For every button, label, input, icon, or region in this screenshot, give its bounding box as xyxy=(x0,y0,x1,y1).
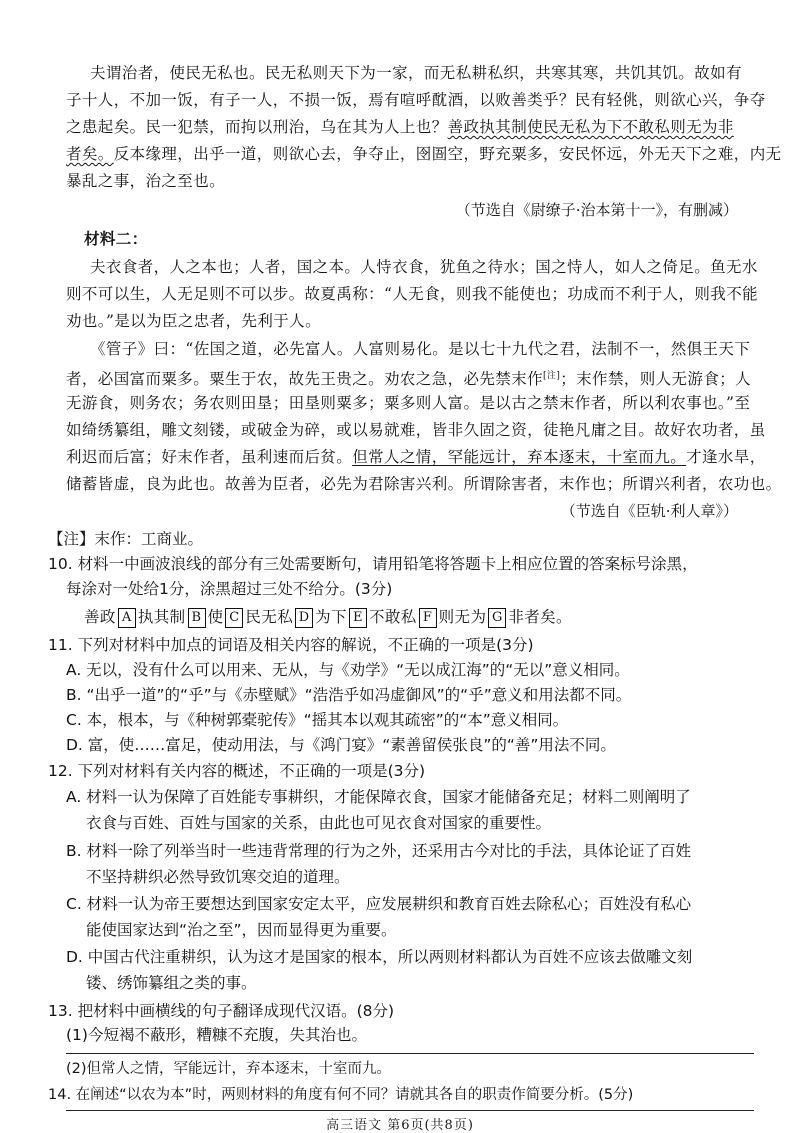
material2-p1-line3: 劝也。”是以为臣之忠者，先利于人。 xyxy=(66,312,321,330)
material2-source: （节选自《臣轨·利人章》） xyxy=(560,502,738,520)
q12-option-b-line2: 不坚持耕织必然导致饥寒交迫的道理。 xyxy=(86,868,350,886)
q12-option-a-line1: A. 材料一认为保障了百姓能专事耕织，才能保障衣食，国家才能储备充足；材料二则阐明了 xyxy=(66,788,691,806)
material2-p2-line2: 者，必国富而粟多。粟生于农，故先王贵之。劝农之急，必先禁末作[注]；末作禁，则人无游食；人 xyxy=(66,370,752,389)
q12-stem: 12. 下列对材料有关内容的概述，不正确的一项是(3分) xyxy=(48,762,426,780)
material2-p2-line3: 无游食，则务农；务农则田垦；田垦则粟多；粟多则人富。是以古之禁末作者，所以利农事也。”至 xyxy=(66,394,751,412)
material1-line2: 子十人，不加一饭，有子一人，不损一饭，焉有喧呼酖酒，以败善类乎？民有轻佻，则欲心兴，争夺 xyxy=(66,91,766,109)
material1-line5: 暴乱之事，治之至也。 xyxy=(66,172,226,190)
material1-source: （节选自《尉缭子·治本第十一》，有删减） xyxy=(455,201,738,219)
material2-heading: 材料二： xyxy=(84,229,148,248)
material2-p2-line5: 利迟而后富；好末作者，虽利速而后贫。但常人之情，罕能远计，弃本逐末，十室而九。才逢水旱， xyxy=(66,448,766,466)
marker-g[interactable]: G xyxy=(488,608,506,628)
material2-p2-line4: 如绮绣纂组，雕文刻镂，或破金为碎，或以易就难，皆非久固之资，徒艳凡庸之目。故好农功者，虽 xyxy=(66,421,766,439)
q10-stem-line1: 10. 材料一中画波浪线的部分有三处需要断句，请用铅笔将答题卡上相应位置的答案标号涂黑， xyxy=(48,555,698,573)
material1-line3: 之患起矣。民一犯禁，而拘以刑治，乌在其为人上也？善政执其制使民无私为下不敢私则无为非 xyxy=(66,118,734,136)
answer-line[interactable] xyxy=(66,1053,754,1054)
marker-f[interactable]: F xyxy=(419,608,437,628)
q13-sentence-2: (2)但常人之情，罕能远计，弃本逐末，十室而九。 xyxy=(66,1061,392,1077)
material1-line1: 夫谓治者，使民无私也。民无私则天下为一家，而无私耕私织，共寒其寒，共饥其饥。故如有 xyxy=(90,64,742,82)
q12-option-c-line1: C. 材料一认为帝王要想达到国家安定太平，应发展耕织和教育百姓去除私心；百姓没有私心 xyxy=(66,895,692,913)
footnote-marker: [注] xyxy=(543,371,561,381)
q12-option-c-line2: 能使国家达到“治之至”，因而显得更为重要。 xyxy=(86,921,397,939)
underlined-sentence-2: 但常人之情，罕能远计，弃本逐末，十室而九。 xyxy=(352,448,687,466)
q11-option-a: A. 无以，没有什么可以用来、无从，与《劝学》“无以成江海”的“无以”意义相同。 xyxy=(66,661,630,679)
marker-a[interactable]: A xyxy=(118,608,136,628)
q12-option-d-line2: 镂、绣饰纂组之类的事。 xyxy=(86,974,257,992)
material2-p1-line1: 夫衣食者，人之本也；人者，国之本。人恃衣食，犹鱼之待水；国之恃人，如人之倚足。鱼无水 xyxy=(90,258,758,276)
q10-stem-line2: 每涂对一处给1分，涂黑超过三处不给分。(3分) xyxy=(66,580,393,598)
q11-option-d: D. 富，使……富足，使动用法，与《鸿门宴》“素善留侯张良”的“善”用法不同。 xyxy=(66,736,616,754)
footnote: 【注】末作：工商业。 xyxy=(48,530,204,548)
material1-line4: 者矣。反本缘理，出乎一道，则欲心去，争夺止，囹圄空，野充粟多，安民怀远，外无天下之难，内无 xyxy=(66,145,782,163)
q13-stem: 13. 把材料中画横线的句子翻译成现代汉语。(8分) xyxy=(48,1002,395,1020)
q14-stem: 14. 在阐述“以农为本”时，两则材料的角度有何不同？请就其各自的职责作简要分析。(5分) xyxy=(48,1087,634,1103)
q13-sentence-1: (1)今短褐不蔽形，糟糠不充腹，失其治也。 xyxy=(66,1026,367,1044)
marker-c[interactable]: C xyxy=(225,608,243,628)
answer-line[interactable] xyxy=(66,1110,754,1111)
marker-b[interactable]: B xyxy=(188,608,206,628)
material2-p2-line6: 储蓄皆虚，良为此也。故善为臣者，必先为君除害兴利。所谓除害者，末作也；所谓兴利者，农功也。 xyxy=(66,475,782,493)
q10-segments: 善政 A 执其制 B 使 C 民无私 D 为下 E 不敢私 F 则无为 G 非者矣。 xyxy=(84,608,572,626)
q11-option-b: B. “出乎一道”的“乎”与《赤壁赋》“浩浩乎如冯虚御风”的“乎”意义和用法都不同。 xyxy=(66,686,632,704)
q12-option-a-line2: 衣食与百姓、百姓与国家的关系，由此也可见衣食对国家的重要性。 xyxy=(86,814,552,832)
q11-option-c: C. 本，根本，与《种树郭橐驼传》“摇其本以观其疏密”的“本”意义相同。 xyxy=(66,711,569,729)
marker-d[interactable]: D xyxy=(295,608,313,628)
wavy-passage: 善政执其制使民无私为下不敢私则无为非 xyxy=(447,118,734,136)
q12-option-d-line1: D. 中国古代注重耕织，认为这才是国家的根本，所以两则材料都认为百姓不应该去做雕文刻 xyxy=(66,948,693,966)
material2-p1-line2: 则不可以生，人无足则不可以步。故夏禹称：“人无食，则我不能使也；功成而不利于人，则我不能 xyxy=(66,285,759,303)
material2-p2-line1: 《管子》曰：“佐国之道，必先富人。人富则易化。是以七十九代之君，法制不一，然俱王天下 xyxy=(90,340,751,358)
q11-stem: 11. 下列对材料中加点的词语及相关内容的解说，不正确的一项是(3分) xyxy=(48,636,534,654)
wavy-passage-end: 者矣。 xyxy=(66,145,114,163)
page-footer: 高三语文 第6页(共8页) xyxy=(326,1118,474,1133)
q12-option-b-line1: B. 材料一除了列举当时一些违背常理的行为之外，还采用古今对比的手法，具体论证了百姓 xyxy=(66,842,691,860)
marker-e[interactable]: E xyxy=(349,608,367,628)
